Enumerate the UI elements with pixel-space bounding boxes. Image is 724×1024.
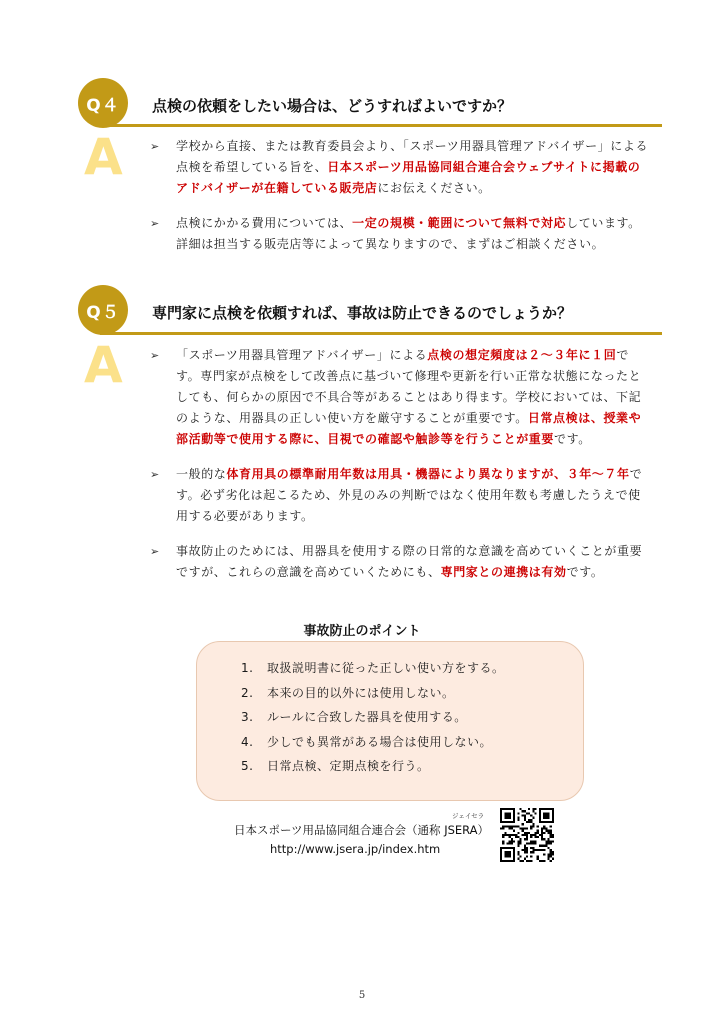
highlight-text: 体育用具の標準耐用年数は用具・機器により異なりますが、３年～７年	[226, 467, 630, 481]
highlight-text: 日常点検は、授業や部活動等で使用する際に、目視での確認や触診等を行うことが重要	[176, 411, 642, 446]
point-item	[241, 656, 505, 681]
point-text: 日常点検、定期点検を行う。	[267, 759, 430, 773]
point-number: 4.	[241, 734, 254, 749]
point-text: 少しでも異常がある場合は使用しない。	[267, 734, 493, 749]
q5-divider	[100, 332, 662, 335]
point-item	[241, 730, 505, 755]
answer-text: です。	[554, 432, 591, 446]
answer-bullet	[150, 464, 652, 527]
q5-badge: Q５	[78, 285, 128, 335]
answer-bullet	[150, 213, 652, 255]
q5-answer-letter: A	[84, 336, 123, 394]
qr-code	[500, 808, 554, 862]
org-ruby: ジェイセラ	[452, 812, 485, 820]
org-url[interactable]: http://www.jsera.jp/index.htm	[270, 842, 441, 856]
answer-text: 「スポーツ用器具管理アドバイザー」による	[176, 348, 428, 362]
highlight-text: 専門家との連携は有効	[440, 565, 567, 579]
q5-title: 専門家に点検を依頼すれば、事故は防止できるのでしょうか？	[152, 304, 573, 322]
point-text: ルールに合致した器具を使用する。	[267, 710, 467, 724]
q4-divider	[100, 124, 662, 127]
answer-bullet	[150, 136, 652, 199]
q5-answer-list	[150, 345, 652, 597]
q4-answer-list	[150, 136, 652, 269]
highlight-text: 日本スポーツ用品協同組合連合会ウェブサイトに掲載のアドバイザーが在籍している販売店	[176, 160, 641, 195]
points-title: 事故防止のポイント	[303, 624, 421, 639]
point-text: 本来の目的以外には使用しない。	[267, 685, 455, 700]
points-list	[241, 656, 505, 779]
answer-text: です。	[566, 565, 604, 579]
arrow-bullet-icon: ➢	[150, 349, 160, 362]
q4-badge: Q４	[78, 78, 128, 128]
org-name: 日本スポーツ用品協同組合連合会（通称 JSERA）	[234, 823, 490, 837]
point-item	[241, 681, 505, 706]
arrow-bullet-icon: ➢	[150, 545, 160, 558]
answer-text: にお伝えください。	[377, 181, 491, 195]
answer-text: 事故防止のためには、用器具を使用する際の日常的な意識を高めていくことが重要ですが、これらの意識を高めていくためにも、	[176, 544, 643, 579]
answer-bullet	[150, 541, 652, 583]
point-text: 取扱説明書に従った正しい使い方をする。	[267, 661, 505, 675]
arrow-bullet-icon: ➢	[150, 468, 160, 481]
answer-bullet	[150, 345, 652, 450]
point-item	[241, 754, 505, 779]
point-number: 5.	[241, 759, 254, 773]
arrow-bullet-icon: ➢	[150, 140, 160, 153]
point-number: 2.	[241, 685, 254, 700]
answer-text: 点検にかかる費用については、	[176, 216, 353, 230]
q4-title: 点検の依頼をしたい場合は、どうすればよいですか？	[152, 97, 513, 115]
q4-answer-letter: A	[84, 128, 123, 186]
answer-text: です。必ず劣化は起こるため、外見のみの判断ではなく使用年数も考慮したうえで使用する必要があります。	[176, 467, 643, 523]
point-item	[241, 705, 505, 730]
answer-text: しています。詳細は担当する販売店等によって異なりますので、まずはご相談ください。	[176, 216, 641, 251]
answer-text: 一般的な	[176, 467, 227, 481]
highlight-text: 一定の規模・範囲について無料で対応	[352, 216, 567, 230]
point-number: 1.	[241, 661, 254, 675]
answer-text: です。専門家が点検をして改善点に基づいて修理や更新を行い正常な状態になったとしても、何らかの原因で不具合等があることはあり得ます。学校においては、下記のような、用器具の正しい使い方を厳守することが重要です。	[176, 348, 642, 425]
arrow-bullet-icon: ➢	[150, 217, 160, 230]
highlight-text: 点検の想定頻度は２～３年に１回	[427, 348, 617, 362]
page-number: 5	[358, 990, 366, 1001]
answer-text: 学校から直接、または教育委員会より、「スポーツ用器具管理アドバイザー」による点検を希望している旨を、	[176, 139, 649, 174]
point-number: 3.	[241, 710, 254, 724]
points-box	[196, 641, 584, 801]
